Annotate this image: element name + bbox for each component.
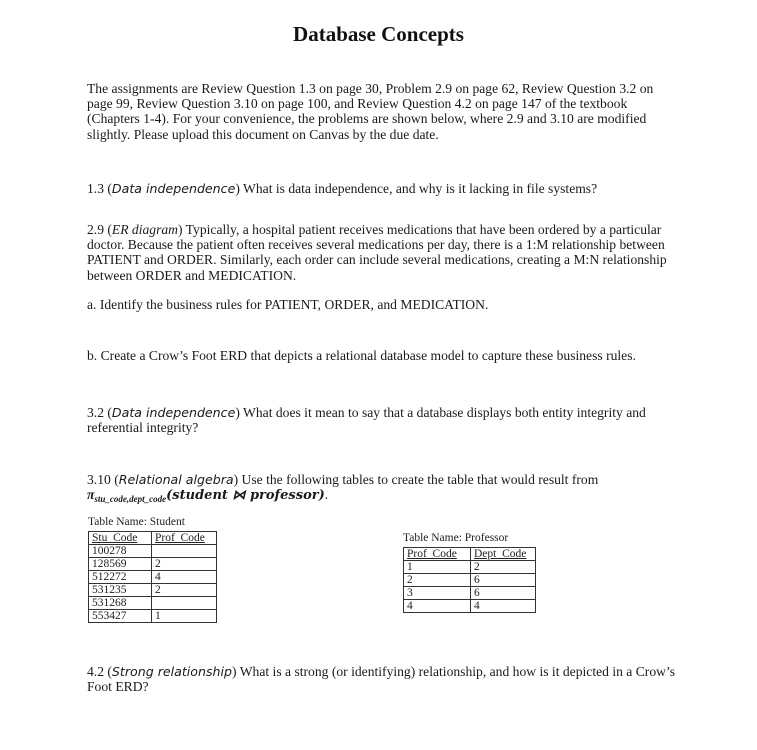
question-2-9 <box>87 222 677 283</box>
table-cell: 128569 <box>89 558 152 571</box>
table-cell: 4 <box>471 600 536 613</box>
column-header: Stu_Code <box>89 532 152 545</box>
table-row <box>404 574 536 587</box>
table-row <box>89 584 217 597</box>
question-number: 1.3 ( <box>87 181 112 196</box>
question-4-2 <box>87 664 677 694</box>
table-cell: 6 <box>471 587 536 600</box>
table-cell: 2 <box>471 561 536 574</box>
question-text: What is a strong (or identifying) relationship, and how is it depicted in a Crow’s Foot ERD? <box>87 664 676 695</box>
intro-paragraph: The assignments are Review Question 1.3 on page 30, Problem 2.9 on page 62, Review Question 3.2 on page 99, Review Question 3.10 on page 100, and Review Question 4.2 on page 147 of the textbook (Chapters 1-4). For your convenience, the problems are shown below, where 2.9 and 3.10 are modified slightly. Please upload this document on Canvas by the due date. <box>87 81 654 142</box>
table-row <box>89 571 217 584</box>
professor-table <box>403 547 536 613</box>
table-cell: 1 <box>152 610 217 623</box>
question-number: 4.2 ( <box>87 664 112 679</box>
question-2-9-part-a: a. Identify the business rules for PATIENT, ORDER, and MEDICATION. <box>87 297 489 312</box>
professor-table-caption: Table Name: Professor <box>403 532 509 544</box>
student-table <box>88 531 217 623</box>
table-cell: 4 <box>152 571 217 584</box>
question-close: ) <box>178 222 183 237</box>
table-row <box>89 610 217 623</box>
question-close: ) <box>235 181 240 196</box>
relational-expression: (student ⋈ professor) <box>166 488 325 504</box>
question-3-10 <box>87 472 677 507</box>
question-1-3 <box>87 181 677 196</box>
table-cell: 4 <box>404 600 471 613</box>
expression-end: . <box>324 487 329 503</box>
column-header: Prof_Code <box>404 548 471 561</box>
student-table-caption: Table Name: Student <box>88 516 185 528</box>
column-header: Prof_Code <box>152 532 217 545</box>
question-number: 3.10 ( <box>87 472 119 487</box>
table-cell: 2 <box>404 574 471 587</box>
projection-symbol: π <box>87 487 95 503</box>
table-cell: 531235 <box>89 584 152 597</box>
question-topic: Data independence <box>111 181 236 196</box>
table-cell: 553427 <box>89 610 152 623</box>
question-number: 3.2 ( <box>87 405 112 420</box>
column-header: Dept_Code <box>471 548 536 561</box>
question-topic: Strong relationship <box>111 664 233 679</box>
question-close: ) <box>233 472 239 487</box>
table-cell: 6 <box>471 574 536 587</box>
table-cell: 3 <box>404 587 471 600</box>
question-topic: ER diagram <box>111 222 178 237</box>
table-cell <box>152 545 217 558</box>
question-topic: Relational algebra <box>118 472 234 487</box>
table-cell: 531268 <box>89 597 152 610</box>
question-topic: Data independence <box>111 405 236 420</box>
table-cell: 100278 <box>89 545 152 558</box>
question-text: What does it mean to say that a database displays both entity integrity and referential integrity? <box>87 405 646 436</box>
table-cell: 512272 <box>89 571 152 584</box>
table-row <box>89 597 217 610</box>
question-close: ) <box>232 664 237 679</box>
table-row <box>89 545 217 558</box>
table-row <box>404 587 536 600</box>
projection-subscript: stu_code,dept_code <box>94 494 167 505</box>
question-text: Typically, a hospital patient receives medications that have been ordered by a particular doctor. Because the patient often receives several medications per day, there is a 1:M relationship between PATIENT and ORDER. Similarly, each order can include several medications, creating a M:N relationship between ORDER and MEDICATION. <box>87 222 667 283</box>
table-header-row <box>89 532 217 545</box>
table-cell <box>152 597 217 610</box>
table-cell: 2 <box>152 584 217 597</box>
question-text: Use the following tables to create the table that would result from <box>238 472 599 487</box>
question-2-9-part-b: b. Create a Crow’s Foot ERD that depicts a relational database model to capture these business rules. <box>87 348 636 363</box>
table-row <box>404 600 536 613</box>
question-close: ) <box>235 405 240 420</box>
table-cell: 1 <box>404 561 471 574</box>
table-row <box>404 561 536 574</box>
table-row <box>89 558 217 571</box>
page-title: Database Concepts <box>293 22 464 46</box>
question-number: 2.9 ( <box>87 222 112 237</box>
question-3-2 <box>87 405 677 435</box>
question-text: What is data independence, and why is it lacking in file systems? <box>239 181 598 196</box>
table-header-row <box>404 548 536 561</box>
table-cell: 2 <box>152 558 217 571</box>
